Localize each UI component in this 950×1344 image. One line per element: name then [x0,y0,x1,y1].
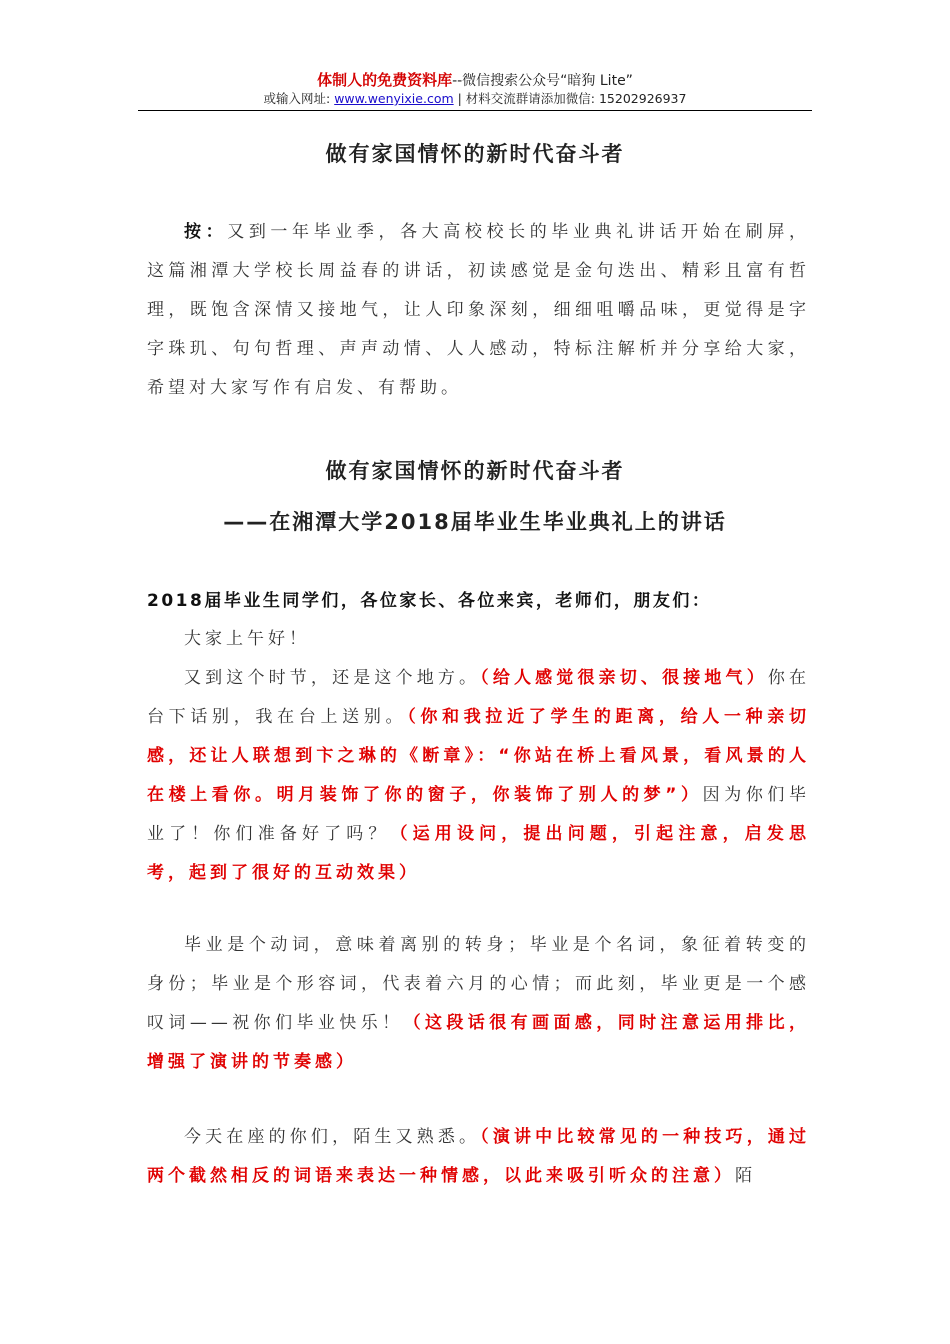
p1-annotation-1: （给人感觉很亲切、很接地气） [480,668,768,688]
p1-text-c: 因为你们毕业了！你们准备好了吗？ [147,785,811,844]
note-text: 又到一年毕业季，各大高校校长的毕业典礼讲话开始在刷屏，这篇湘潭大学校长周益春的讲话，初读感觉是金句迭出、精彩且富有哲理，既饱含深情又接地气，让人印象深刻，细细咀嚼品味，更觉得是字字珠玑、句句哲理、声声动情、人人感动，特标注解析并分享给大家，希望对大家写作有启发、有帮助。 [147,222,811,398]
p1-text-b: 你在台下话别，我在台上送别。 [147,668,810,727]
paragraph-2 [147,926,810,1082]
editor-note [147,213,810,408]
header-url-prefix: 或输入网址: [263,91,335,106]
header-divider [138,110,812,111]
p1-annotation-2: （你和我拉近了学生的距离，给人一种亲切感，还让人联想到卞之琳的《断章》：“你站在桥上看风景，看风景的人在楼上看你。明月装饰了你的窗子，你装饰了别人的梦”） [147,707,811,805]
doc-title: 做有家国情怀的新时代奋斗者 [325,142,625,166]
p3-annotation-1: （演讲中比较常见的一种技巧，通过两个截然相反的词语来表达一种情感，以此来吸引听众的注意） [147,1127,810,1186]
header-wechat-note: --微信搜索公众号“暗狗 Lite” [452,73,633,89]
p3-text-b: 陌 [735,1166,756,1186]
p1-annotation-3: （运用设问，提出问题，引起注意，启发思考，起到了很好的互动效果） [147,824,811,883]
header-brand: 体制人的免费资料库 [317,71,453,89]
p3-text-a: 今天在座的你们，陌生又熟悉。 [184,1127,481,1147]
p2-text-a: 毕业是个动词，意味着离别的转身；毕业是个名词，象征着转变的身份；毕业是个形容词，代表着六月的心情；而此刻，毕业更是一个感叹词——祝你们毕业快乐！ [147,935,810,1033]
header-contact: | 材料交流群请添加微信: 15202926937 [453,91,687,106]
header-url-link[interactable]: www.wenyixie.com [334,91,454,106]
paragraph-hello: 大家上午好！ [184,629,310,649]
p1-text-a: 又到这个时节，还是这个地方。 [184,668,481,688]
header-line-1 [0,70,950,91]
paragraph-3 [147,1118,810,1196]
header-line-2 [0,90,950,108]
p2-annotation-1: （这段话很有画面感，同时注意运用排比，增强了演讲的节奏感） [147,1013,811,1072]
note-label: 按： [184,222,228,242]
paragraph-1 [147,659,810,893]
speech-title: 做有家国情怀的新时代奋斗者 [325,459,625,483]
greeting-text: 2018届毕业生同学们，各位家长、各位来宾，老师们，朋友们： [147,591,712,611]
greeting [147,581,810,621]
speech-subtitle: ——在湘潭大学2018届毕业生毕业典礼上的讲话 [223,510,727,534]
